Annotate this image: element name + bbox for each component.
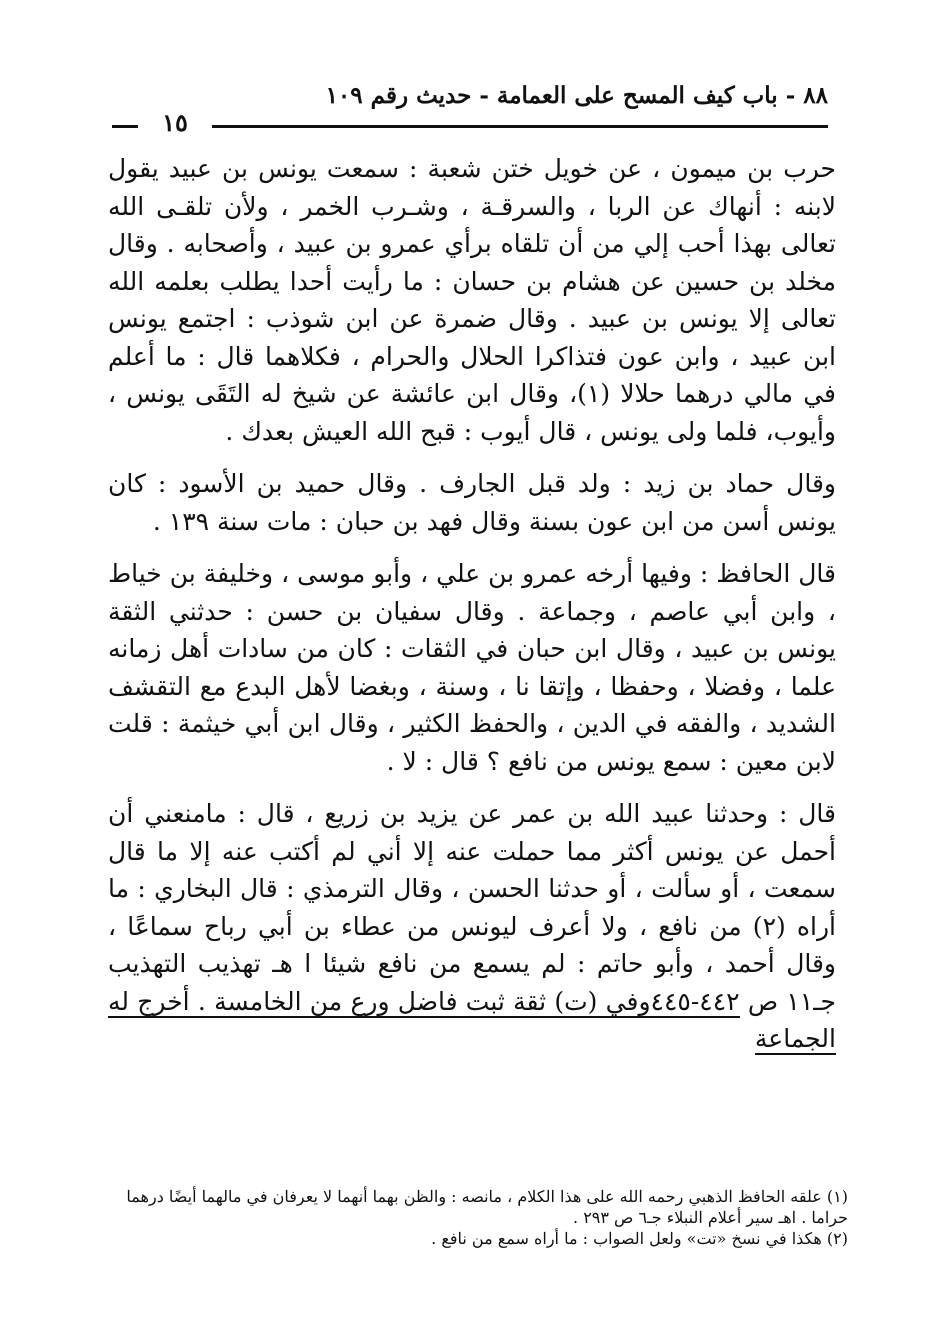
running-head: ٨٨ - باب كيف المسح على العمامة - حديث رقم ١٠٩ bbox=[325, 82, 828, 109]
main-text bbox=[108, 150, 836, 1073]
paragraph-4-text: قال : وحدثنا عبيد الله بن عمر عن يزيد بن زريع ، قال : مامنعني أن أحمل عن يونس أكثر مما حملت عنه إلا أني لم أكتب عنه إلا ما قال سمعت ، أو سألت ، أو حدثنا الحسن ، وقال الترمذي : قال البخاري : ما أراه (٢) من نافع ، ولا أعرف ليونس من عطاء بن أبي رباح سماعًا ، وقال أحمد ، وأبو حاتم : لم يسمع من نافع شيئا ا هـ تهذيب التهذيب جـ١١ ص bbox=[108, 799, 837, 1016]
footnote-2: (٢) هكذا في نسخ «تت» ولعل الصواب : ما أراه سمع من نافع . bbox=[431, 1229, 848, 1248]
page-number-row bbox=[112, 108, 828, 142]
paragraph-2: وقال حماد بن زيد : ولد قبل الجارف . وقال حميد بن الأسود : كان يونس أسن من ابن عون بسنة وقال فهد بن حبان : مات سنة ١٣٩ . bbox=[108, 469, 836, 536]
paragraph-3: قال الحافظ : وفيها أرخه عمرو بن علي ، وأبو موسى ، وخليفة بن خياط ، وابن أبي عاصم ، وجماعة . وقال سفيان بن حسن : حدثني الثقة يونس بن عبيد ، وقال ابن حبان في الثقات : كان من سادات أهل زمانه علما ، وفضلا ، وحفظا ، وإتقا نا ، وسنة ، وبغضا لأهل البدع مع التقشف الشديد ، والفقه في الدين ، والحفظ الكثير ، وقال ابن أبي خيثمة : قلت لابن معين : سمع يونس من نافع ؟ قال : لا . bbox=[108, 559, 836, 776]
page-number: ١٥ bbox=[138, 108, 212, 137]
paragraph-1: حرب بن ميمون ، عن خويل ختن شعبة : سمعت يونس بن عبيد يقول لابنه : أنهاك عن الربا ، والسرقـة ، وشـرب الخمر ، ولأن تلقـى الله تعالى بهذا أحب إلي من أن تلقاه برأي عمرو بن عبيد ، وأصحابه . وقال مخلد بن حسين عن هشام بن حسان : ما رأيت أحدا يطلب بعلمه الله تعالى إلا يونس بن عبيد . وقال ضمرة عن ابن شوذب : اجتمع يونس ابن عبيد ، وابن عون فتذاكرا الحلال والحرام ، فكلاهما قال : ما أعلم في مالي درهما حلالا (١)، وقال ابن عائشة عن شيخ له التَقَى يونس ، وأيوب، فلما ولى يونس ، قال أيوب : قبح الله العيش بعدك . bbox=[108, 154, 836, 446]
paragraph-4-underlined-text: ٤٤٢-٤٤٥وفي (ت) ثقة ثبت فاضل ورع من الخامسة . أخرج له الجماعة bbox=[108, 986, 836, 1053]
footnotes bbox=[108, 1186, 848, 1249]
paragraph-4 bbox=[108, 795, 836, 1058]
header-rule bbox=[212, 125, 828, 128]
footnote-1: (١) علقه الحافظ الذهبي رحمه الله على هذا الكلام ، مانصه : والظن بهما أنهما لا يعرفان في مالهما أيضًا درهما حراما . اهـ سير أعلام النبلاء جـ٦ ص ٢٩٣ . bbox=[126, 1187, 848, 1227]
